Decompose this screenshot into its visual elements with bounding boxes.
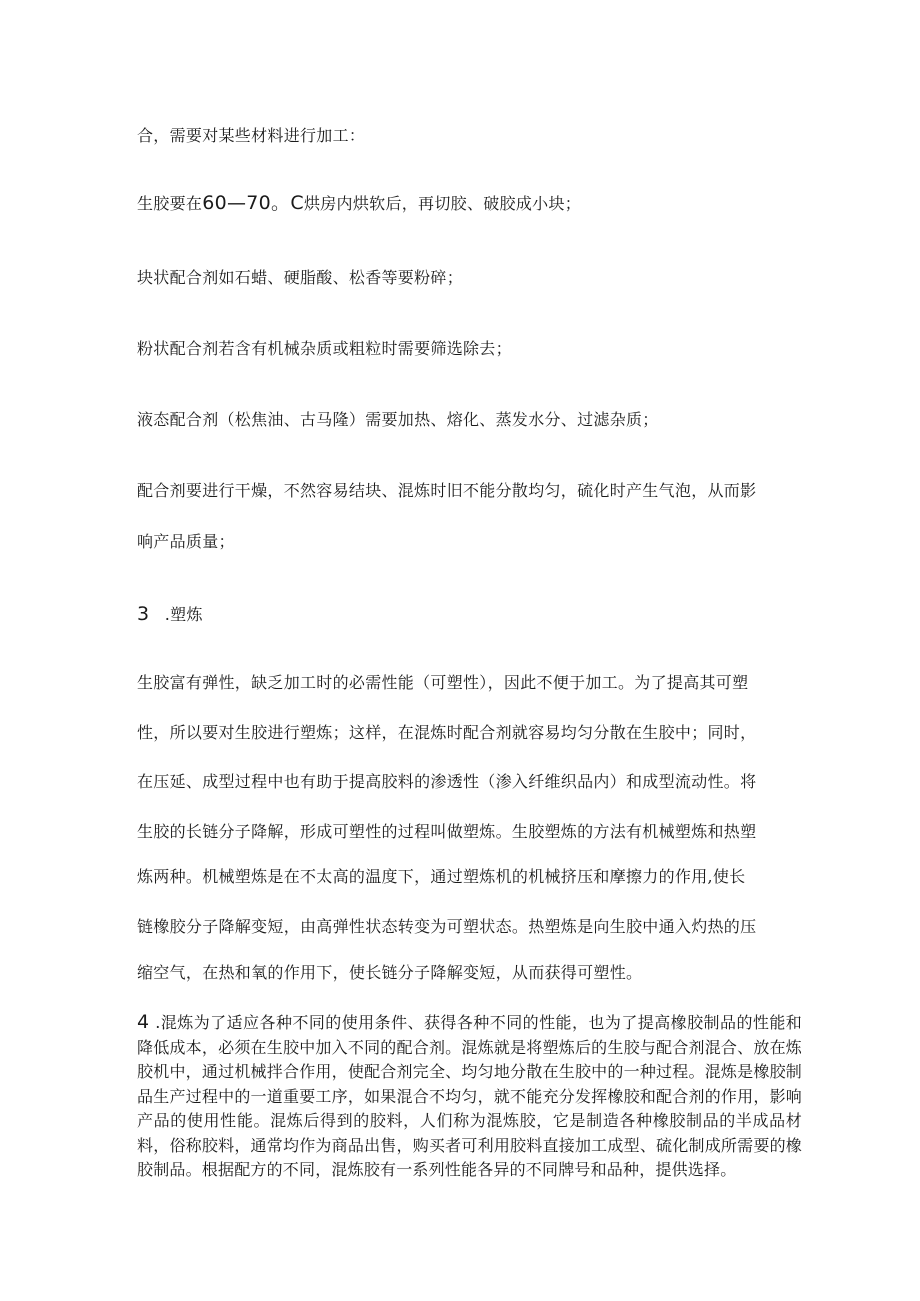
text-segment: 烘房内烘软后，再切胶、破胶成小块； bbox=[303, 194, 582, 213]
section-title: .塑炼 bbox=[164, 605, 203, 624]
section-3-line: 生胶富有弹性，缺乏加工时的必需性能（可塑性），因此不便于加工。为了提高其可塑 bbox=[137, 673, 749, 692]
section-3-line: 在压延、成型过程中也有助于提高胶料的渗透性（渗入纤维织品内）和成型流动性。将 bbox=[137, 772, 757, 791]
section-number: 4 bbox=[137, 1011, 150, 1033]
section-4-text: .混炼为了适应各种不同的使用条件、获得各种不同的性能，也为了提高橡胶制品的性能和降低成本，必须在生胶中加入不同的配合剂。混炼就是将塑炼后的生胶与配合剂混合、放在炼胶机中，通过机械拌合作用，使配合剂完全、均匀地分散在生胶中的一种过程。混炼是橡胶制品生产过程中的一道重要工序，如果混合不均匀，就不能充分发挥橡胶和配合剂的作用，影响产品的使用性能。混炼后得到的胶料，人们称为混炼胶，它是制造各种橡胶制品的半成品材料，俗称胶料，通常均作为商品出售，购买者可利用胶料直接加工成型、硫化制成所需要的橡胶制品。根据配方的不同，混炼胶有一系列性能各异的不同牌号和品种，提供选择。 bbox=[137, 1013, 802, 1179]
section-3-heading bbox=[137, 604, 797, 625]
paragraph-block-agents: 块状配合剂如石蜡、硬脂酸、松香等要粉碎； bbox=[137, 268, 464, 287]
section-4-paragraph bbox=[137, 1010, 802, 1183]
section-3-line: 链橡胶分子降解变短，由高弹性状态转变为可塑状态。热塑炼是向生胶中通入灼热的压 bbox=[137, 917, 757, 936]
paragraph-liquid-agents: 液态配合剂（松焦油、古马隆）需要加热、熔化、蒸发水分、过滤杂质； bbox=[137, 410, 659, 429]
temperature-value: 60—70。C bbox=[202, 192, 304, 214]
paragraph-continuation: 合，需要对某些材料进行加工： bbox=[137, 126, 366, 145]
paragraph-drying-line-1: 配合剂要进行干燥，不然容易结块、混炼时旧不能分散均匀，硫化时产生气泡，从而影 bbox=[137, 481, 757, 500]
paragraph-drying-line-2: 响产品质量； bbox=[137, 532, 235, 551]
text-segment: 生胶要在 bbox=[137, 194, 203, 213]
section-number: 3 bbox=[137, 603, 150, 625]
section-3-line: 生胶的长链分子降解，形成可塑性的过程叫做塑炼。生胶塑炼的方法有机械塑炼和热塑 bbox=[137, 822, 757, 841]
section-3-line: 缩空气，在热和氧的作用下，使长链分子降解变短，从而获得可塑性。 bbox=[137, 963, 643, 982]
section-3-line: 性，所以要对生胶进行塑炼；这样，在混炼时配合剂就容易均匀分散在生胶中；同时， bbox=[137, 723, 757, 742]
paragraph-raw-rubber-heating bbox=[137, 193, 797, 214]
section-3-line: 炼两种。机械塑炼是在不太高的温度下，通过塑炼机的机械挤压和摩擦力的作用,使长 bbox=[137, 867, 746, 886]
paragraph-powder-agents: 粉状配合剂若含有机械杂质或粗粒时需要筛选除去； bbox=[137, 339, 512, 358]
